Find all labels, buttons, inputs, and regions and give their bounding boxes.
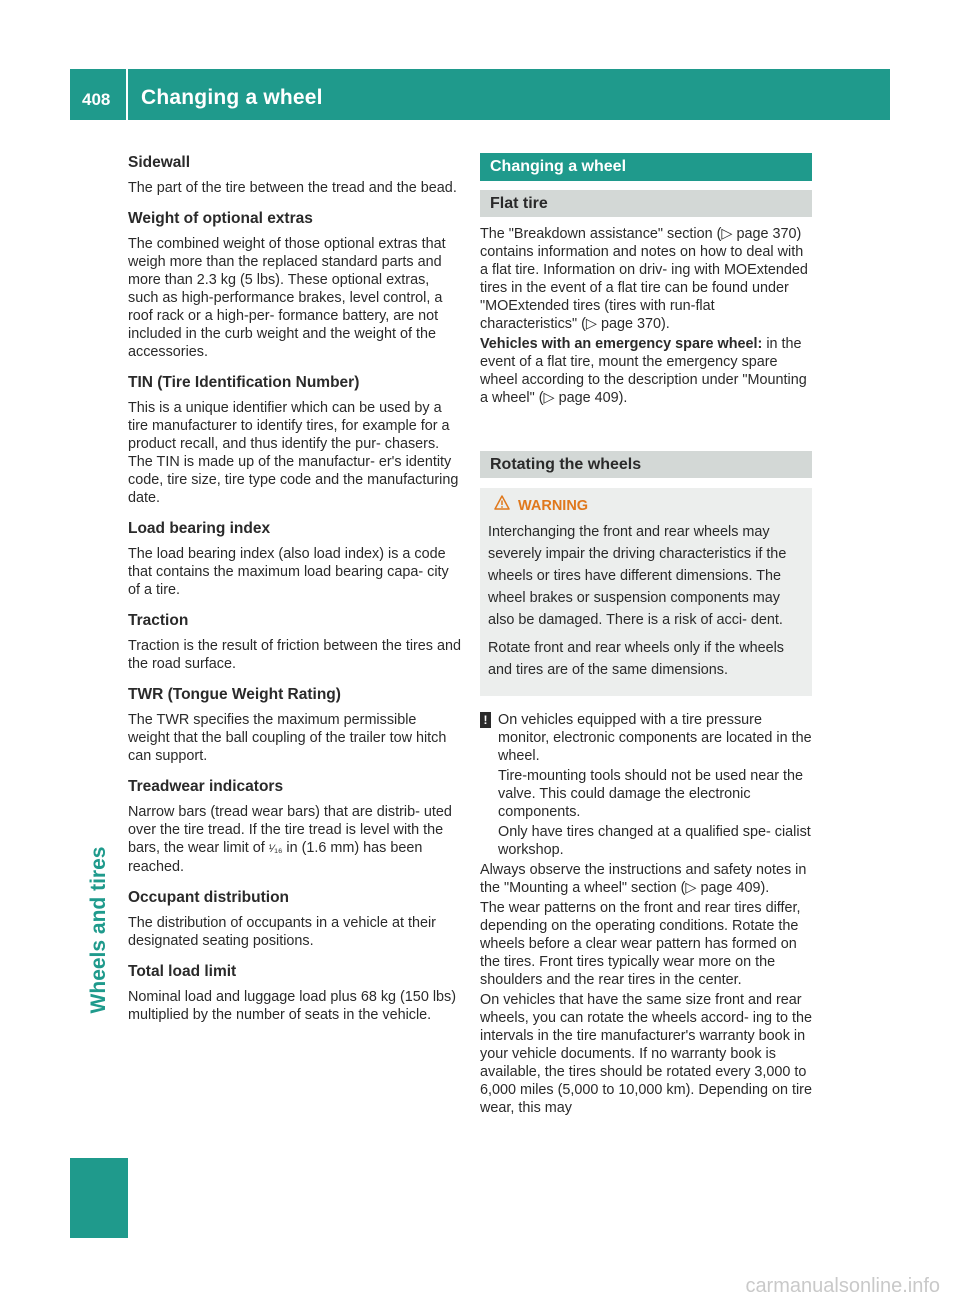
- term-title: Treadwear indicators: [128, 778, 284, 795]
- paragraph-text: ).: [760, 880, 770, 896]
- page-reference: page 370: [736, 226, 797, 242]
- term-title: Occupant distribution: [128, 889, 290, 906]
- page-reference-link[interactable]: [685, 880, 760, 896]
- term-title: TWR (Tongue Weight Rating): [128, 686, 341, 703]
- term-body: The combined weight of those optional extras that weigh more than the replaced standard parts and more than 2.3 kg (5 lbs). These optional extras, such as high-performance brakes, level control, a roof rack or a high-per- formance battery, are not included in the curb weight and the weight of the accessories.: [128, 236, 446, 360]
- term-title: Weight of optional extras: [128, 210, 313, 227]
- content-column: [480, 153, 812, 1119]
- side-tab-label: Wheels and tires: [87, 846, 110, 1014]
- term-body: Nominal load and luggage load plus 68 kg (150 lbs) multiplied by the number of seats in the vehicle.: [128, 989, 457, 1023]
- arrow-icon: ▷: [543, 390, 555, 406]
- term-title: Total load limit: [128, 963, 237, 980]
- warning-text: Interchanging the front and rear wheels may severely impair the driving characteristics if the wheels or tires have different dimensions. The wheel brakes or suspension components may also be damaged. There is a risk of acci- dent.: [488, 524, 787, 628]
- side-tab-marker: [70, 1158, 128, 1238]
- warning-triangle-icon: [494, 495, 510, 517]
- exclamation-icon: !: [480, 712, 491, 728]
- paragraph-text: ) contains information and notes on how to deal with a flat tire. Information on driv- ing with MOExtended tires in the event of a flat tire can be found under "MOExtended tires (tires with run-flat characteristics" (: [480, 226, 808, 332]
- term-title: TIN (Tire Identification Number): [128, 374, 360, 391]
- term-body-text: Narrow bars (tread wear bars) that are distrib- uted over the tire tread. If the tire tread is level with the bars, the wear limit of: [128, 804, 452, 856]
- page-number: 408: [82, 90, 111, 109]
- term-body-text: in (1.6 mm) has been reached.: [128, 840, 423, 875]
- flat-tire-paragraph: [480, 225, 812, 333]
- page-title: Changing a wheel: [141, 86, 323, 109]
- glossary-column: [128, 153, 461, 1026]
- paragraph-text: ).: [660, 316, 670, 332]
- term-body: The TWR specifies the maximum permissible weight that the ball coupling of the trailer tow hitch can support.: [128, 712, 447, 764]
- term-body: Traction is the result of friction between the tires and the road surface.: [128, 638, 462, 672]
- arrow-icon: ▷: [685, 880, 697, 896]
- wear-pattern-paragraph: The wear patterns on the front and rear tires differ, depending on the operating conditions. Rotate the wheels before a clear wear pattern has formed on the tires. Front tires typically wear more on the shoulders and the rear tires in the center.: [480, 900, 801, 988]
- term-body: [128, 803, 461, 876]
- page-reference: page 370: [600, 316, 661, 332]
- warning-header: [494, 495, 804, 517]
- fraction: ¹⁄₁₆: [268, 843, 283, 855]
- term-title: Sidewall: [128, 154, 191, 171]
- spare-wheel-paragraph: [480, 335, 812, 407]
- term-body: This is a unique identifier which can be used by a tire manufacturer to identify tires, for example for a product recall, and thus identify the pur- chasers. The TIN is made up of the manufactur- er's identity code, tire size, tire type code and the manufacturing date.: [128, 400, 459, 506]
- notice-text: On vehicles equipped with a tire pressure monitor, electronic components are located in the wheel.: [498, 712, 812, 764]
- warning-label: WARNING: [518, 498, 589, 514]
- page-reference-link[interactable]: [721, 226, 796, 242]
- warning-text: Rotate front and rear wheels only if the wheels and tires are of the same dimensions.: [488, 640, 784, 678]
- section-heading: Changing a wheel: [480, 153, 812, 181]
- paragraph-text: The "Breakdown assistance" section (: [480, 226, 722, 242]
- arrow-icon: ▷: [585, 316, 597, 332]
- rotation-interval-paragraph: On vehicles that have the same size front and rear wheels, you can rotate the wheels accord- ing to the intervals in the tire manufacturer's warranty book in your vehicle documents. If no warranty book is available, the tires should be rotated every 3,000 to 6,000 miles (5,000 to 10,000 km). Depending on tire wear, this may: [480, 992, 812, 1116]
- paragraph-text: Always observe the instructions and safety notes in the "Mounting a wheel" section (: [480, 862, 807, 896]
- term-body: The distribution of occupants in a vehicle at their designated seating positions.: [128, 915, 436, 949]
- term-body: The part of the tire between the tread and the bead.: [128, 180, 457, 196]
- subsection-heading-rotating: Rotating the wheels: [480, 451, 812, 478]
- paragraph-text: in the event of a flat tire, mount the emergency spare wheel according to the description under "Mounting a wheel" (: [480, 336, 807, 406]
- page-reference-link[interactable]: [544, 390, 619, 406]
- notice-text: Only have tires changed at a qualified spe- cialist workshop.: [498, 824, 811, 858]
- page-reference-link[interactable]: [586, 316, 661, 332]
- instructions-paragraph: [480, 861, 812, 897]
- page-reference: page 409: [700, 880, 761, 896]
- term-title: Load bearing index: [128, 520, 271, 537]
- term-title: Traction: [128, 612, 189, 629]
- notice-text: Tire-mounting tools should not be used near the valve. This could damage the electronic components.: [498, 768, 804, 820]
- header-divider: [126, 69, 128, 120]
- bold-lead: Vehicles with an emergency spare wheel:: [480, 336, 763, 352]
- paragraph-text: ).: [618, 390, 628, 406]
- term-body: The load bearing index (also load index) is a code that contains the maximum load bearing capa- city of a tire.: [128, 546, 449, 598]
- subsection-heading-flat-tire: Flat tire: [480, 190, 812, 217]
- page-reference: page 409: [558, 390, 619, 406]
- watermark: carmanualsonline.info: [745, 1275, 940, 1297]
- notice-block: [480, 711, 812, 859]
- arrow-icon: ▷: [721, 226, 733, 242]
- side-tab: [74, 720, 124, 1140]
- warning-box: [480, 488, 812, 696]
